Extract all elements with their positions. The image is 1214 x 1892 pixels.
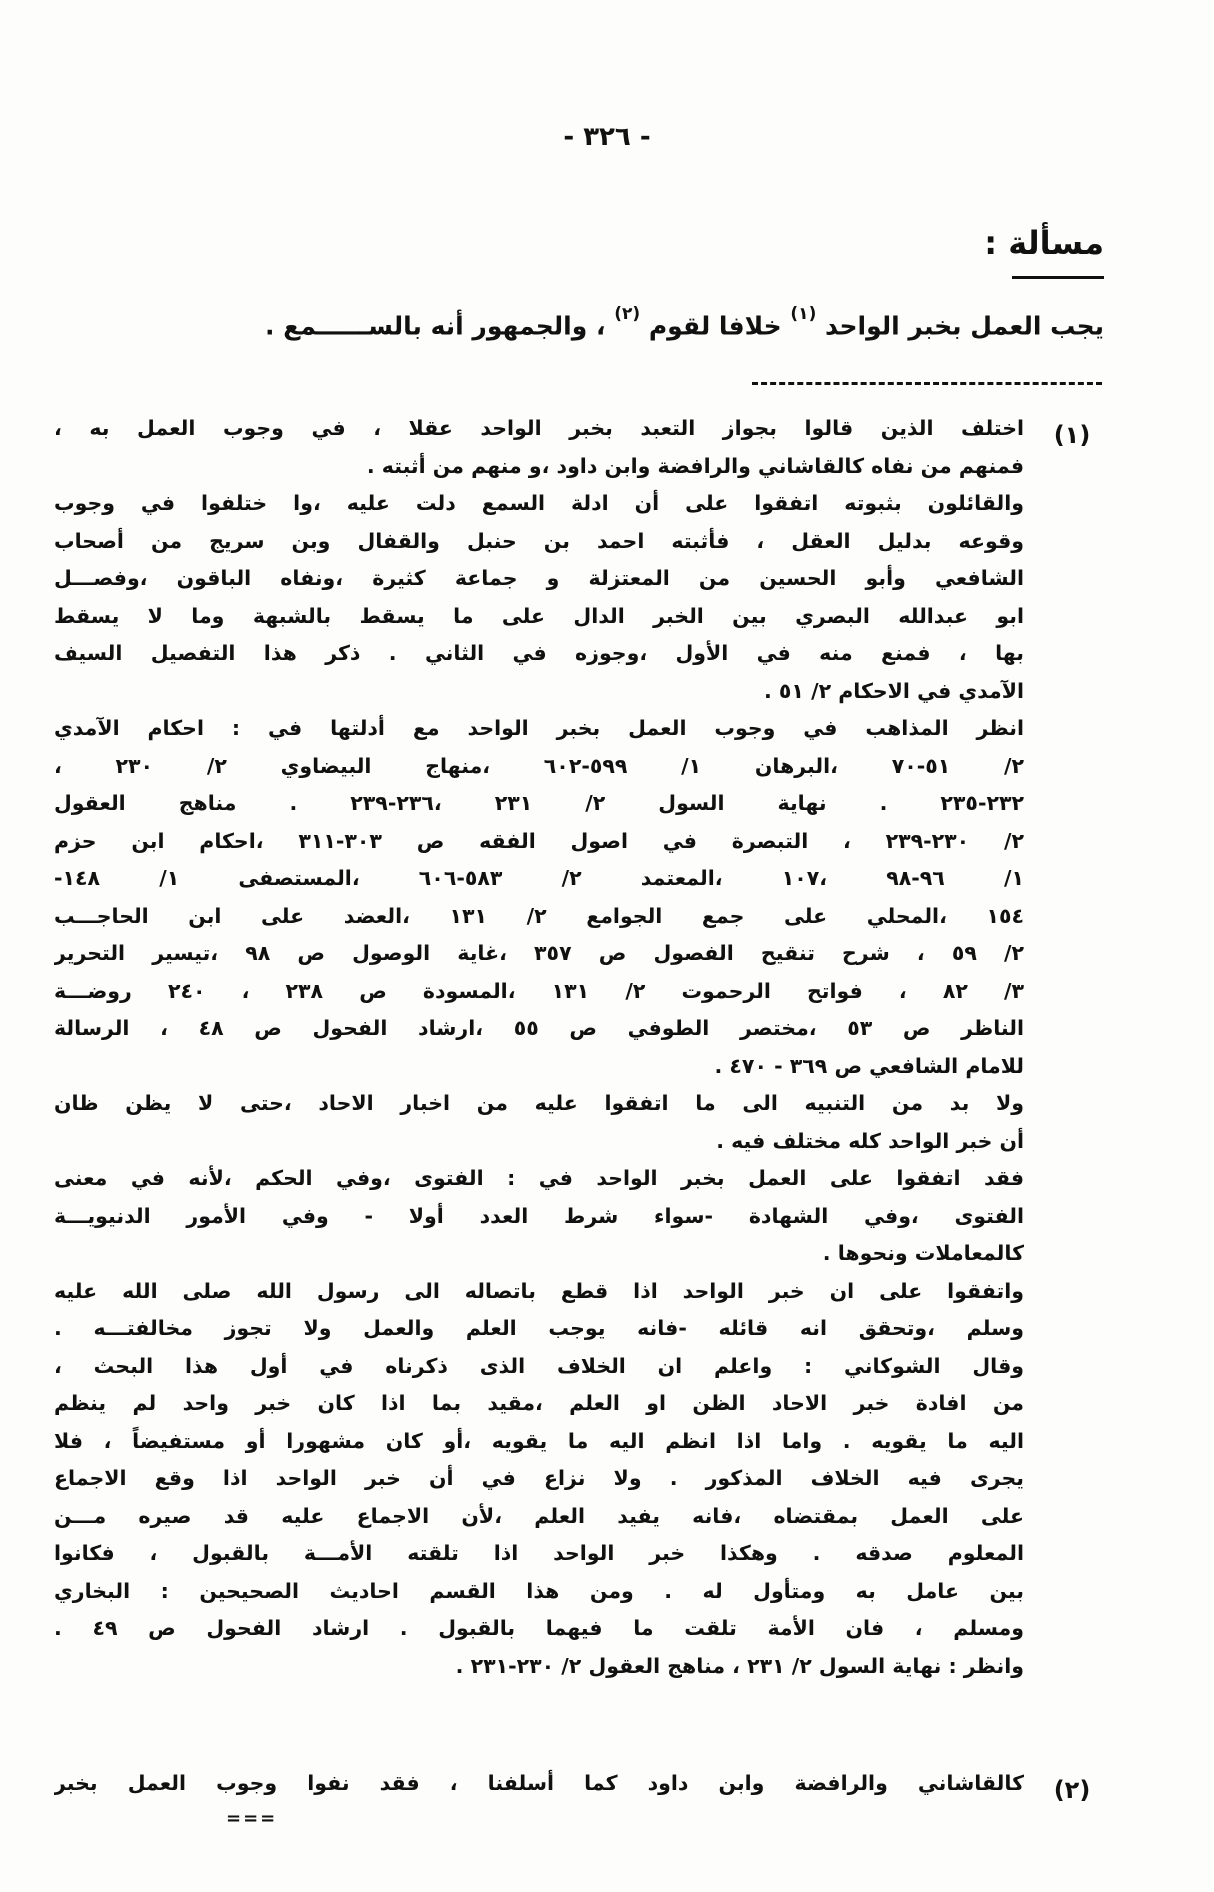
footnote-1-line: ولا بد من التنبيه الى ما اتفقوا عليه من اخبار الاحاد ،حتى لا يظن ظان [54, 1091, 1024, 1115]
footnote-separator [752, 382, 1102, 385]
footnote-1-line: وانظر : نهاية السول ٢/ ٢٣١ ، مناهج العقول ٢/ ٢٣٠-٢٣١ . [455, 1653, 1024, 1678]
footnote-1-line: ابو عبدالله البصري بين الخبر الدال على ما يسقط بالشبهة وما لا يسقط [54, 603, 1024, 628]
footnote-1-line: على العمل بمقتضاه ،فانه يفيد العلم ،لأن الاجماع عليه قد صيره مـــن [54, 1503, 1024, 1528]
footnote-2-marker: (٢) [1053, 1776, 1091, 1804]
footnote-1-line: وقوعه بدليل العقل ، فأثبته احمد بن حنبل والقفال وبن سريج من أصحاب [54, 528, 1024, 553]
footnote-2-line: كالقاشاني والرافضة وابن داود كما أسلفنا ، فقد نفوا وجوب العمل بخبر [54, 1771, 1024, 1795]
footnote-1-line: وسلم ،وتحقق انه قائله -فانه يوجب العلم والعمل ولا تجوز مخالفتـــه . [54, 1316, 1024, 1340]
footnote-1-body [54, 410, 1024, 1685]
footnote-1-line: واتفقوا على ان خبر الواحد اذا قطع باتصاله الى رسول الله صلى الله عليه [54, 1278, 1024, 1303]
footnote-1-line: ١٥٤ ،المحلي على جمع الجوامع ٢/ ١٣١ ،العضد على ابن الحاجـــب [54, 903, 1024, 928]
footnote-1-line: الشافعي وأبو الحسين من المعتزلة و جماعة كثيرة ،ونفاه الباقون ،وفصـــل [54, 566, 1024, 590]
footnote-1-line: للامام الشافعي ص ٣٦٩ - ٤٧٠ . [714, 1053, 1024, 1078]
main-text-part3: ، والجمهور أنه بالســــــمع . [265, 311, 615, 341]
footnote-1-line: ٣/ ٨٢ ، فواتح الرحموت ٢/ ١٣١ ،المسودة ص ٢٣٨ ، ٢٤٠ روضـــة [54, 978, 1024, 1003]
main-text-part1: يجب العمل بخبر الواحد [816, 311, 1104, 341]
footnote-1-line: ٢/ ٥٩ ، شرح تنقيح الفصول ص ٣٥٧ ،غاية الوصول ص ٩٨ ،تيسير التحرير [54, 941, 1024, 965]
footnote-1-line: وقال الشوكاني : واعلم ان الخلاف الذى ذكرناه في أول هذا البحث ، [54, 1353, 1024, 1378]
footnote-1-line: ٢٣٢-٢٣٥ . نهاية السول ٢/ ٢٣١ ،٢٣٦-٢٣٩ . مناهج العقول [54, 791, 1024, 815]
footnote-1-line: اختلف الذين قالوا بجواز التعبد بخبر الواحد عقلا ، في وجوب العمل به ، [54, 416, 1024, 440]
footnote-1-line: الفتوى ،وفي الشهادة -سواء شرط العدد أولا - وفي الأمور الدنيويـــة [54, 1203, 1024, 1228]
footnote-1-line: يجرى فيه الخلاف المذكور . ولا نزاع في أن خبر الواحد اذا وقع الاجماع [54, 1466, 1024, 1490]
page-number: - ٣٢٦ - [563, 122, 651, 152]
footnote-1-line: من افادة خبر الاحاد الظن او العلم ،مقيد بما اذا كان خبر واحد لم ينظم [54, 1391, 1024, 1415]
footnote-1-line: أن خبر الواحد كله مختلف فيه . [716, 1128, 1024, 1153]
footnote-1-line: الناظر ص ٥٣ ،مختصر الطوفي ص ٥٥ ،ارشاد الفحول ص ٤٨ ، الرسالة [54, 1016, 1024, 1040]
footnote-1-line: فقد اتفقوا على العمل بخبر الواحد في : الفتوى ،وفي الحكم ،لأنه في معنى [54, 1166, 1024, 1190]
footnote-1-line: الآمدي في الاحكام ٢/ ٥١ . [763, 678, 1024, 703]
footnote-1-marker: (١) [1053, 421, 1091, 449]
footnote-1-line: ومسلم ، فان الأمة تلقت ما فيهما بالقبول . ارشاد الفحول ص ٤٩ . [54, 1616, 1024, 1640]
footnote-ref-1: (١) [790, 304, 817, 324]
footnote-2-body [54, 1765, 1024, 1803]
footnote-1-line: ٢/ ٥١-٧٠ ،البرهان ١/ ٥٩٩-٦٠٢ ،منهاج البيضاوي ٢/ ٢٣٠ ، [54, 753, 1024, 778]
continuation-mark: === [226, 1808, 278, 1829]
footnote-1-line: كالمعاملات ونحوها . [822, 1241, 1024, 1265]
footnote-1-line: انظر المذاهب في وجوب العمل بخبر الواحد مع أدلتها في : احكام الآمدي [54, 716, 1024, 740]
footnote-1-line: اليه ما يقويه . واما اذا انظم اليه ما يقويه ،أو كان مشهورا أو مستفيضاً ، فلا [54, 1428, 1024, 1453]
footnote-1-line: والقائلون بثبوته اتفقوا على أن ادلة السمع دلت عليه ،وا ختلفوا في وجوب [54, 491, 1024, 515]
footnote-1-line: فمنهم من نفاه كالقاشاني والرافضة وابن داود ،و منهم من أثبته . [366, 453, 1024, 478]
main-text-part2: خلافا لقوم [640, 311, 791, 341]
footnote-1-line: ٢/ ٢٣٠-٢٣٩ ، التبصرة في اصول الفقه ص ٣٠٣-٣١١ ،احكام ابن حزم [54, 828, 1024, 853]
footnote-1-line: بها ، فمنع منه في الأول ،وجوزه في الثاني . ذكر هذا التفصيل السيف [54, 641, 1024, 665]
footnote-1-line: المعلوم صدقه . وهكذا خبر الواحد اذا تلقته الأمـــة بالقبول ، فكانوا [54, 1541, 1024, 1565]
footnote-ref-2: (٢) [614, 304, 641, 324]
main-statement [104, 300, 1104, 346]
heading-underline [1012, 276, 1104, 279]
section-heading: مسألة : [984, 224, 1104, 262]
footnote-1-line: بين عامل به ومتأول له . ومن هذا القسم احاديث الصحيحين : البخاري [54, 1578, 1024, 1603]
footnote-1-line: ١/ ٩٦-٩٨ ،١٠٧ ،المعتمد ٢/ ٥٨٣-٦٠٦ ،المستصفى ١/ ١٤٨- [54, 866, 1024, 890]
